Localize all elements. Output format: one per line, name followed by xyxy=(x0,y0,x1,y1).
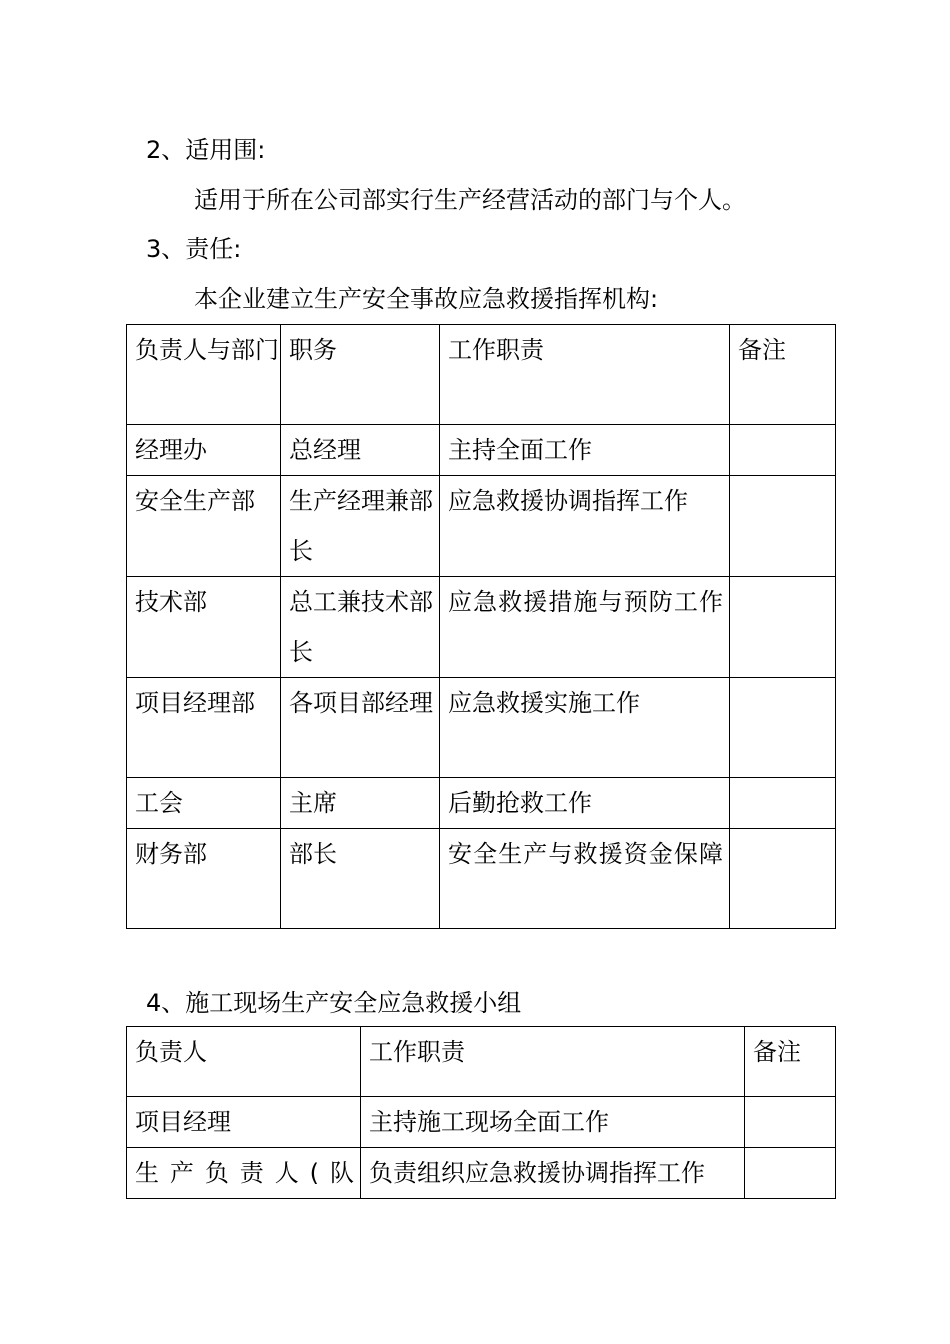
section-2-text: 适用于所在公司部实行生产经营活动的部门与个人。 xyxy=(194,186,746,214)
rescue-team-table xyxy=(126,1026,836,1199)
remark-cell xyxy=(730,829,836,929)
position-cell: 总工兼技术部长 xyxy=(281,577,440,678)
table-row xyxy=(127,778,836,829)
section-4-heading: 4、施工现场生产安全应急救援小组 xyxy=(146,989,522,1017)
position-cell: 总经理 xyxy=(281,425,440,476)
section-3-heading: 3、责任: xyxy=(146,235,242,263)
position-cell: 部长 xyxy=(281,829,440,929)
duty-cell: 后勤抢救工作 xyxy=(440,778,730,829)
section-3-intro: 本企业建立生产安全事故应急救援指挥机构: xyxy=(194,285,659,313)
table-row xyxy=(127,829,836,929)
remark-cell xyxy=(730,678,836,778)
table-row xyxy=(127,678,836,778)
table-header-row xyxy=(127,1027,836,1097)
header-cell: 负责人 xyxy=(127,1027,361,1097)
section-2-heading: 2、适用围: xyxy=(146,136,266,164)
table-row xyxy=(127,577,836,678)
department-cell: 经理办 xyxy=(127,425,281,476)
remark-cell xyxy=(745,1148,836,1199)
department-cell: 工会 xyxy=(127,778,281,829)
table-row xyxy=(127,476,836,577)
duty-cell: 主持施工现场全面工作 xyxy=(361,1097,745,1148)
duty-cell: 应急救援协调指挥工作 xyxy=(440,476,730,577)
header-cell: 备注 xyxy=(745,1027,836,1097)
remark-cell xyxy=(730,425,836,476)
table-row xyxy=(127,425,836,476)
header-cell: 工作职责 xyxy=(440,325,730,425)
remark-cell xyxy=(745,1097,836,1148)
leader-cell: 生产负责人(队 xyxy=(127,1148,361,1199)
department-cell: 财务部 xyxy=(127,829,281,929)
table-header-row xyxy=(127,325,836,425)
header-cell: 职务 xyxy=(281,325,440,425)
table-row xyxy=(127,1148,836,1199)
remark-cell xyxy=(730,778,836,829)
department-cell: 技术部 xyxy=(127,577,281,678)
duty-cell: 安全生产与救援资金保障 xyxy=(440,829,730,929)
duty-cell: 应急救援实施工作 xyxy=(440,678,730,778)
duty-cell: 应急救援措施与预防工作 xyxy=(440,577,730,678)
duty-cell: 主持全面工作 xyxy=(440,425,730,476)
remark-cell xyxy=(730,577,836,678)
department-cell: 项目经理部 xyxy=(127,678,281,778)
command-structure-table xyxy=(126,324,836,929)
header-cell: 备注 xyxy=(730,325,836,425)
remark-cell xyxy=(730,476,836,577)
position-cell: 生产经理兼部长 xyxy=(281,476,440,577)
duty-cell: 负责组织应急救援协调指挥工作 xyxy=(361,1148,745,1199)
leader-cell: 项目经理 xyxy=(127,1097,361,1148)
header-cell: 工作职责 xyxy=(361,1027,745,1097)
department-cell: 安全生产部 xyxy=(127,476,281,577)
header-cell: 负责人与部门 xyxy=(127,325,281,425)
table-row xyxy=(127,1097,836,1148)
position-cell: 各项目部经理 xyxy=(281,678,440,778)
position-cell: 主席 xyxy=(281,778,440,829)
